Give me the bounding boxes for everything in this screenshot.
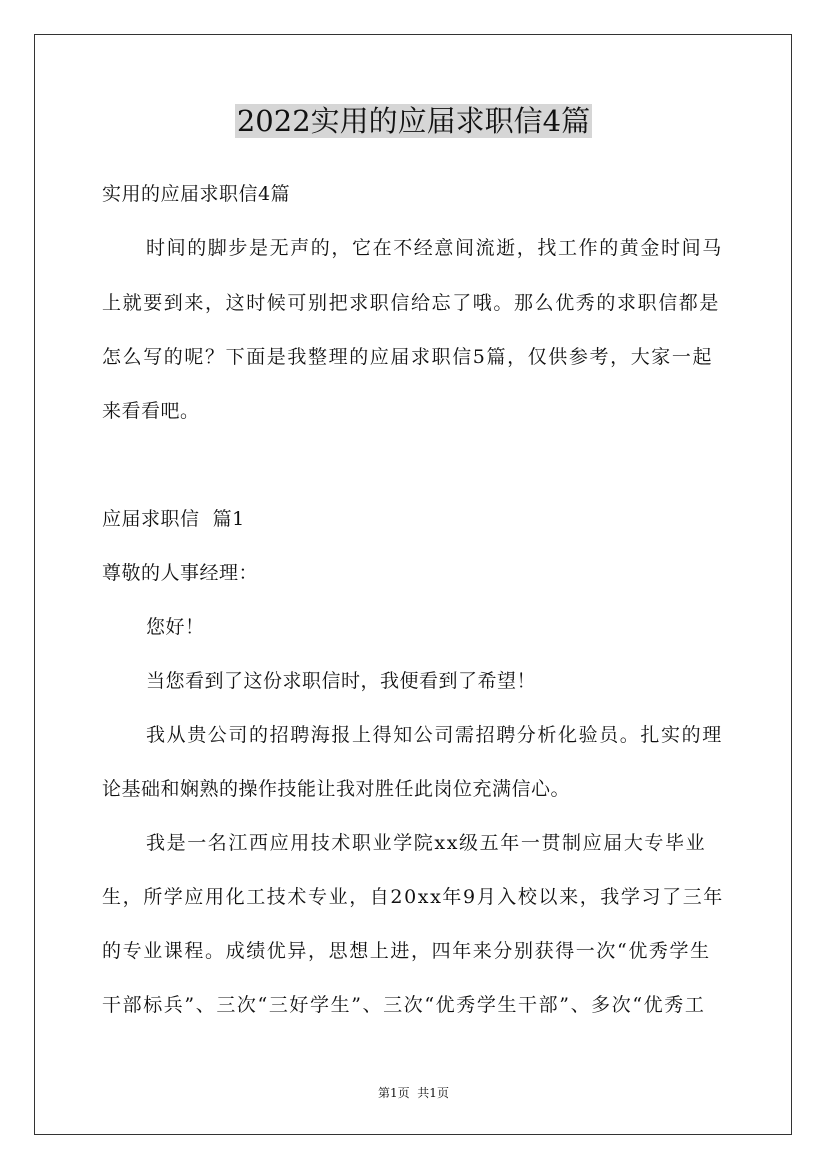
document-title-text: 2022实用的应届求职信4篇 — [236, 104, 591, 138]
paragraph-hope: 当您看到了这份求职信时，我便看到了希望！ — [146, 670, 537, 692]
intro-line-3: 怎么写的呢？下面是我整理的应届求职信5篇，仅供参考，大家一起 — [102, 346, 714, 368]
intro-line-4: 来看看吧。 — [102, 400, 200, 422]
page-footer: 第1页 共1页 — [378, 1086, 449, 1100]
paragraph-background-line-1: 我是一名江西应用技术职业学院xx级五年一贯制应届大专毕业 — [146, 832, 707, 854]
paragraph-source-line-1: 我从贵公司的招聘海报上得知公司需招聘分析化验员。扎实的理 — [146, 724, 723, 746]
document-subtitle: 实用的应届求职信4篇 — [102, 183, 291, 205]
paragraph-source-line-2: 论基础和娴熟的操作技能让我对胜任此岗位充满信心。 — [102, 778, 571, 800]
paragraph-background-line-4: 干部标兵”、三次“三好学生”、三次“优秀学生干部”、多次“优秀工 — [102, 994, 706, 1016]
paragraph-background-line-3: 的专业课程。成绩优异，思想上进，四年来分别获得一次“优秀学生 — [102, 940, 711, 962]
greeting: 您好！ — [146, 616, 205, 638]
paragraph-background-line-2: 生，所学应用化工技术专业，自20xx年9月入校以来，我学习了三年 — [102, 886, 724, 908]
salutation: 尊敬的人事经理： — [102, 562, 259, 584]
section-heading: 应届求职信 篇1 — [102, 508, 245, 530]
document-title — [0, 100, 827, 142]
intro-line-1: 时间的脚步是无声的，它在不经意间流逝，找工作的黄金时间马 — [146, 237, 723, 259]
intro-line-2: 上就要到来，这时候可别把求职信给忘了哦。那么优秀的求职信都是 — [102, 292, 721, 314]
